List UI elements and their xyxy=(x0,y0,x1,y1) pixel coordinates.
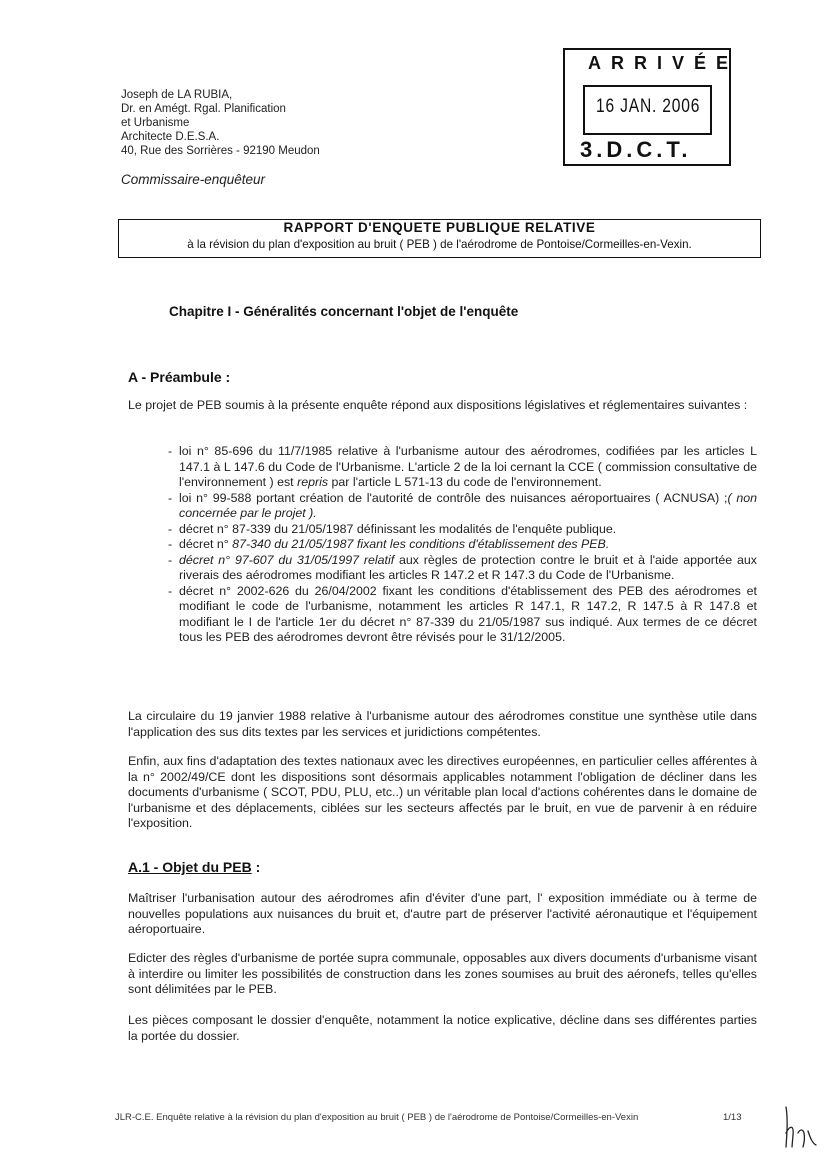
regulation-item xyxy=(168,553,757,584)
page-footer: JLR-C.E. Enquête relative à la révision du plan d'exposition au bruit ( PEB ) de l'aérodrome de Pontoise/Cormeilles-en-Vexin xyxy=(115,1112,639,1123)
regulation-item-text: décret n° xyxy=(179,537,233,551)
section-a1-heading-colon: : xyxy=(251,859,261,875)
regulation-item-text: repris xyxy=(297,475,329,489)
stamp-department: 3.D.C.T. xyxy=(580,137,692,162)
report-subtitle: à la révision du plan d'exposition au bruit ( PEB ) de l'aérodrome de Pontoise/Cormeilles-en-Vexin. xyxy=(187,238,692,251)
author-name: Joseph de LA RUBIA, xyxy=(121,89,233,101)
author-block xyxy=(121,88,320,158)
section-a1-paragraph-2: Edicter des règles d'urbanisme de portée supra communale, opposables aux divers documents d'urbanisme visant à interdire ou limiter les possibilités de construction dans les zones soumises au bruit des aéronefs, telles qu'elles sont délimitées par le PEB. xyxy=(128,951,757,996)
section-a-heading: A - Préambule : xyxy=(128,369,231,385)
chapter-heading: Chapitre I - Généralités concernant l'objet de l'enquête xyxy=(169,304,519,319)
section-a1-paragraph-3: Les pièces composant le dossier d'enquête, notamment la notice explicative, décline dans ses différentes parties la portée du dossier. xyxy=(128,1013,757,1043)
regulation-item-text: loi n° 99-588 portant création de l'autorité de contrôle des nuisances aéroportuaires ( ACNUSA) ; xyxy=(179,490,728,505)
regulation-item-text: loi n° 85-696 du 11/7/1985 relative à l'urbanisme autour des aérodromes, codifiées par les articles L 147.1 à L 147.6 du Code de l'Urbanisme. L'article 2 de la loi cernant la CCE ( commission consultative de l'environnement ) est xyxy=(179,444,757,489)
regulation-item xyxy=(168,522,757,538)
author-qualification: Architecte D.E.S.A. xyxy=(121,131,220,143)
section-a-paragraph-circulaire: La circulaire du 19 janvier 1988 relative à l'urbanisme autour des aérodromes constitue une synthèse utile dans l'application des sus dits textes par les services et juridictions compétentes. xyxy=(128,709,757,739)
regulation-item xyxy=(168,491,757,522)
regulation-item-text: décret n° 2002-626 du 26/04/2002 fixant les conditions d'établissement des PEB des aérodromes et modifiant le code de l'urbanisme, notamment les articles R 147.1, R 147.2, R 147.5 à R 147.8 et modifiant le I de l'article 1er du décret n° 87-339 du 21/05/1987 sus indiqué. Aux termes de ce décret tous les PEB des aérodromes devront être révisés pour le 31/12/2005. xyxy=(179,583,757,644)
regulation-item-text: décret n° 87-339 du 21/05/1987 définissant les modalités de l'enquête publique. xyxy=(179,521,617,536)
report-title: RAPPORT D'ENQUETE PUBLIQUE RELATIVE xyxy=(283,220,596,235)
author-role: Commissaire-enquêteur xyxy=(121,172,266,187)
section-a-paragraph-directives: Enfin, aux fins d'adaptation des textes nationaux avec les directives européennes, en particulier celles afférentes à la n° 2002/49/CE dont les dispositions sont désormais applicables notamment l'obligation de décliner dans les documents d'urbanisme ( SCOT, PDU, PLU, etc..) un véritable plan local d'actions cohérentes dans le domaine de l'urbanisme et des déplacements, ciblées sur les secteurs affectés par le bruit, en vue de parvenir à en réduire l'exposition. xyxy=(128,754,757,830)
regulation-list xyxy=(168,444,757,646)
section-a1-heading xyxy=(128,859,260,875)
regulation-item xyxy=(168,537,757,553)
section-a1-paragraph-1: Maîtriser l'urbanisation autour des aérodromes afin d'éviter d'une part, l' exposition immédiate ou à terme de nouvelles populations aux nuisances du bruit et, d'autre part de préserver l'activité aéronautique et l'équipement aéroportuaire. xyxy=(128,891,757,936)
regulation-item-text: aux règles de protection contre le bruit et à l'aide apportée aux riverais des aérodromes modifiant les articles R 147.2 et R 147.3 du Code de l'Urbanisme. xyxy=(179,552,757,582)
page-number: 1/13 xyxy=(723,1112,742,1123)
author-address: 40, Rue des Sorrières - 92190 Meudon xyxy=(121,145,320,157)
section-a1-heading-text: A.1 - Objet du PEB xyxy=(128,859,252,875)
regulation-item xyxy=(168,444,757,491)
regulation-item xyxy=(168,584,757,646)
stamp-title: ARRIVÉE xyxy=(588,53,739,73)
stamp-date: 16 JAN. 2006 xyxy=(596,96,701,117)
regulation-item-text: décret n° 97-607 du 31/05/1997 relatif xyxy=(179,552,395,567)
regulation-item-text: ( non concernée par le projet ). xyxy=(179,490,757,520)
handwritten-initials xyxy=(778,1103,818,1156)
author-title-cont: et Urbanisme xyxy=(121,117,190,129)
author-title: Dr. en Amégt. Rgal. Planification xyxy=(121,103,286,115)
section-a-intro: Le projet de PEB soumis à la présente enquête répond aux dispositions législatives et réglementaires suivantes : xyxy=(128,398,748,412)
regulation-item-text: 87-340 du 21/05/1987 fixant les conditions d'établissement des PEB. xyxy=(232,537,610,551)
regulation-item-text: par l'article L 571-13 du code de l'environnement. xyxy=(328,475,602,489)
